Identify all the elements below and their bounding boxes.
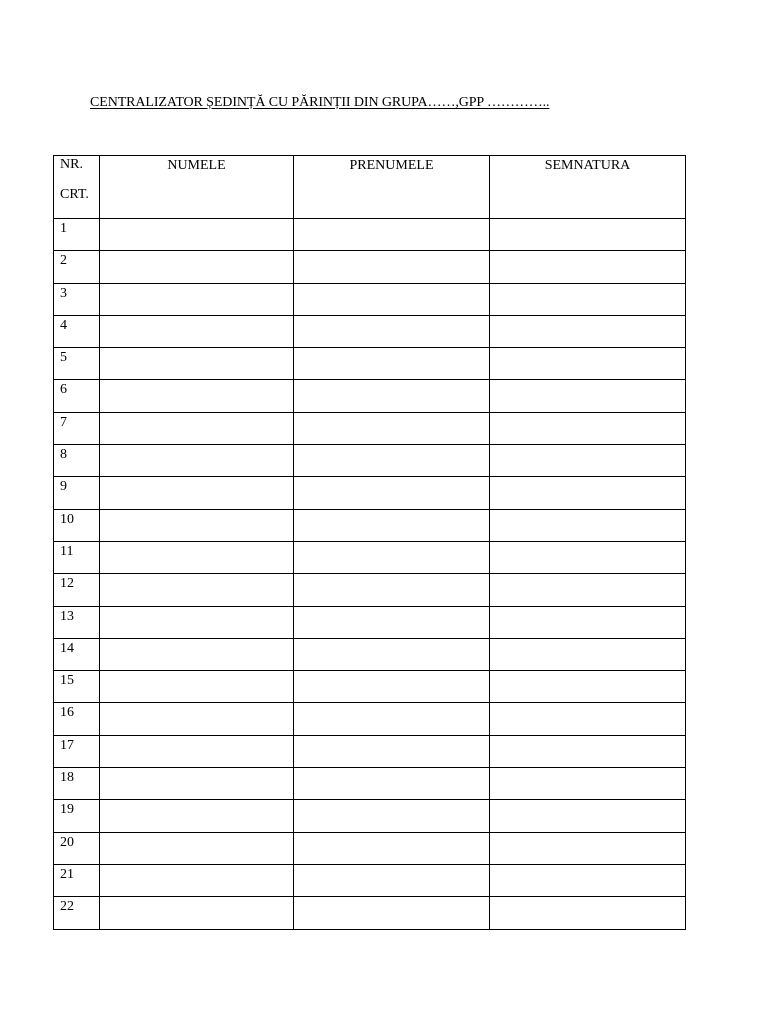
row-number-cell: 20: [54, 832, 100, 864]
prenumele-cell[interactable]: [294, 219, 490, 251]
semnatura-cell[interactable]: [490, 380, 686, 412]
prenumele-cell[interactable]: [294, 315, 490, 347]
semnatura-cell[interactable]: [490, 638, 686, 670]
prenumele-cell[interactable]: [294, 574, 490, 606]
table-row: [54, 574, 686, 606]
prenumele-cell[interactable]: [294, 832, 490, 864]
prenumele-cell[interactable]: [294, 897, 490, 929]
row-number-cell: 10: [54, 509, 100, 541]
numele-cell[interactable]: [100, 574, 294, 606]
semnatura-cell[interactable]: [490, 283, 686, 315]
semnatura-cell[interactable]: [490, 574, 686, 606]
semnatura-cell[interactable]: [490, 864, 686, 896]
row-number-cell: 8: [54, 445, 100, 477]
prenumele-cell[interactable]: [294, 864, 490, 896]
row-number-cell: 14: [54, 638, 100, 670]
column-header-prenumele: PRENUMELE: [294, 156, 490, 219]
numele-cell[interactable]: [100, 541, 294, 573]
prenumele-cell[interactable]: [294, 445, 490, 477]
prenumele-cell[interactable]: [294, 283, 490, 315]
prenumele-cell[interactable]: [294, 606, 490, 638]
numele-cell[interactable]: [100, 219, 294, 251]
row-number-cell: 2: [54, 251, 100, 283]
numele-cell[interactable]: [100, 703, 294, 735]
semnatura-cell[interactable]: [490, 541, 686, 573]
semnatura-cell[interactable]: [490, 315, 686, 347]
table-header-row: [54, 156, 686, 219]
numele-cell[interactable]: [100, 412, 294, 444]
table-row: [54, 251, 686, 283]
numele-cell[interactable]: [100, 606, 294, 638]
row-number-cell: 22: [54, 897, 100, 929]
table-row: [54, 606, 686, 638]
table-row: [54, 671, 686, 703]
prenumele-cell[interactable]: [294, 735, 490, 767]
table-row: [54, 832, 686, 864]
row-number-cell: 21: [54, 864, 100, 896]
table-row: [54, 703, 686, 735]
column-header-nr-line2: CRT.: [60, 187, 89, 202]
table-row: [54, 445, 686, 477]
column-header-nr-line1: NR.: [60, 157, 83, 172]
row-number-cell: 1: [54, 219, 100, 251]
table-row: [54, 509, 686, 541]
prenumele-cell[interactable]: [294, 671, 490, 703]
table-row: [54, 541, 686, 573]
numele-cell[interactable]: [100, 509, 294, 541]
row-number-cell: 11: [54, 541, 100, 573]
semnatura-cell[interactable]: [490, 735, 686, 767]
table-row: [54, 638, 686, 670]
numele-cell[interactable]: [100, 477, 294, 509]
prenumele-cell[interactable]: [294, 477, 490, 509]
prenumele-cell[interactable]: [294, 703, 490, 735]
table-row: [54, 768, 686, 800]
row-number-cell: 18: [54, 768, 100, 800]
row-number-cell: 9: [54, 477, 100, 509]
table-row: [54, 380, 686, 412]
semnatura-cell[interactable]: [490, 671, 686, 703]
numele-cell[interactable]: [100, 638, 294, 670]
semnatura-cell[interactable]: [490, 800, 686, 832]
semnatura-cell[interactable]: [490, 477, 686, 509]
semnatura-cell[interactable]: [490, 412, 686, 444]
table-row: [54, 800, 686, 832]
numele-cell[interactable]: [100, 897, 294, 929]
prenumele-cell[interactable]: [294, 541, 490, 573]
numele-cell[interactable]: [100, 671, 294, 703]
page-title: CENTRALIZATOR ȘEDINȚĂ CU PĂRINȚII DIN GRUPA……,GPP …………..: [90, 95, 550, 110]
column-header-numele: NUMELE: [100, 156, 294, 219]
row-number-cell: 12: [54, 574, 100, 606]
semnatura-cell[interactable]: [490, 219, 686, 251]
numele-cell[interactable]: [100, 768, 294, 800]
table-row: [54, 315, 686, 347]
row-number-cell: 17: [54, 735, 100, 767]
table-row: [54, 735, 686, 767]
semnatura-cell[interactable]: [490, 348, 686, 380]
row-number-cell: 7: [54, 412, 100, 444]
prenumele-cell[interactable]: [294, 800, 490, 832]
numele-cell[interactable]: [100, 445, 294, 477]
semnatura-cell[interactable]: [490, 509, 686, 541]
table-row: [54, 864, 686, 896]
prenumele-cell[interactable]: [294, 509, 490, 541]
table-row: [54, 412, 686, 444]
table-row: [54, 348, 686, 380]
prenumele-cell[interactable]: [294, 638, 490, 670]
prenumele-cell[interactable]: [294, 348, 490, 380]
semnatura-cell[interactable]: [490, 445, 686, 477]
semnatura-cell[interactable]: [490, 703, 686, 735]
table-row: [54, 897, 686, 929]
numele-cell[interactable]: [100, 348, 294, 380]
table-row: [54, 477, 686, 509]
row-number-cell: 3: [54, 283, 100, 315]
numele-cell[interactable]: [100, 864, 294, 896]
table-body: [54, 219, 686, 930]
column-header-nr-crt: [54, 156, 100, 219]
row-number-cell: 13: [54, 606, 100, 638]
numele-cell[interactable]: [100, 251, 294, 283]
semnatura-cell[interactable]: [490, 606, 686, 638]
prenumele-cell[interactable]: [294, 412, 490, 444]
table-row: [54, 283, 686, 315]
numele-cell[interactable]: [100, 283, 294, 315]
numele-cell[interactable]: [100, 800, 294, 832]
row-number-cell: 15: [54, 671, 100, 703]
numele-cell[interactable]: [100, 735, 294, 767]
numele-cell[interactable]: [100, 380, 294, 412]
column-header-semnatura: SEMNATURA: [490, 156, 686, 219]
prenumele-cell[interactable]: [294, 380, 490, 412]
row-number-cell: 4: [54, 315, 100, 347]
table-row: [54, 219, 686, 251]
attendance-table: [53, 155, 686, 930]
row-number-cell: 6: [54, 380, 100, 412]
semnatura-cell[interactable]: [490, 768, 686, 800]
prenumele-cell[interactable]: [294, 251, 490, 283]
numele-cell[interactable]: [100, 315, 294, 347]
row-number-cell: 16: [54, 703, 100, 735]
numele-cell[interactable]: [100, 832, 294, 864]
row-number-cell: 19: [54, 800, 100, 832]
prenumele-cell[interactable]: [294, 768, 490, 800]
semnatura-cell[interactable]: [490, 897, 686, 929]
row-number-cell: 5: [54, 348, 100, 380]
semnatura-cell[interactable]: [490, 251, 686, 283]
semnatura-cell[interactable]: [490, 832, 686, 864]
